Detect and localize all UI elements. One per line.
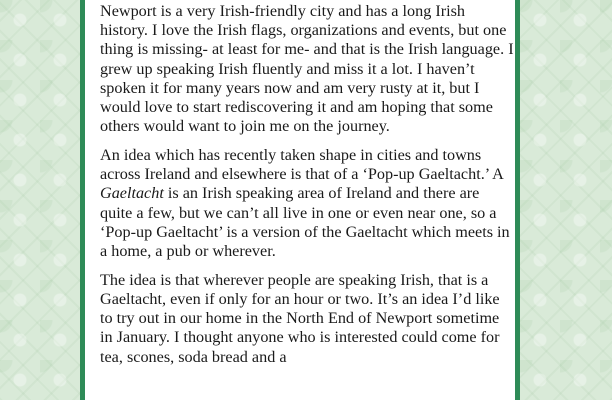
paragraph-1: Newport is a very Irish-friendly city and has a long Irish history. I love the Irish flags, organizations and events, but one thing is missing- at least for me- and that is the Irish language. I grew up speaking Irish fluently and miss it a lot. I haven’t spoken it for many years now and am very rusty at it, but I would love to start rediscovering it and am hoping that some others would want to join me on the journey. <box>100 2 514 136</box>
paragraph-2-text-after: is an Irish speaking area of Ireland and there are quite a few, but we can’t all live in one or even near one, so a ‘Pop-up Gaeltacht’ is a version of the Gaeltacht which meets in a home, a pub or wherever. <box>100 184 510 261</box>
paragraph-3: The idea is that wherever people are speaking Irish, that is a Gaeltacht, even if only for an hour or two. It’s an idea I’d like to try out in our home in the North End of Newport sometime in January. I thought anyone who is interested could come for tea, scones, soda bread and a <box>100 270 500 366</box>
paragraph-2 <box>100 146 515 261</box>
article-page <box>80 0 520 400</box>
paragraph-2-text-before: An idea which has recently taken shape in cities and towns across Ireland and elsewhere is that of a ‘Pop-up Gaeltacht.’ A <box>100 146 503 184</box>
gaeltacht-emphasis: Gaeltacht <box>100 184 164 203</box>
article-body <box>100 2 515 376</box>
